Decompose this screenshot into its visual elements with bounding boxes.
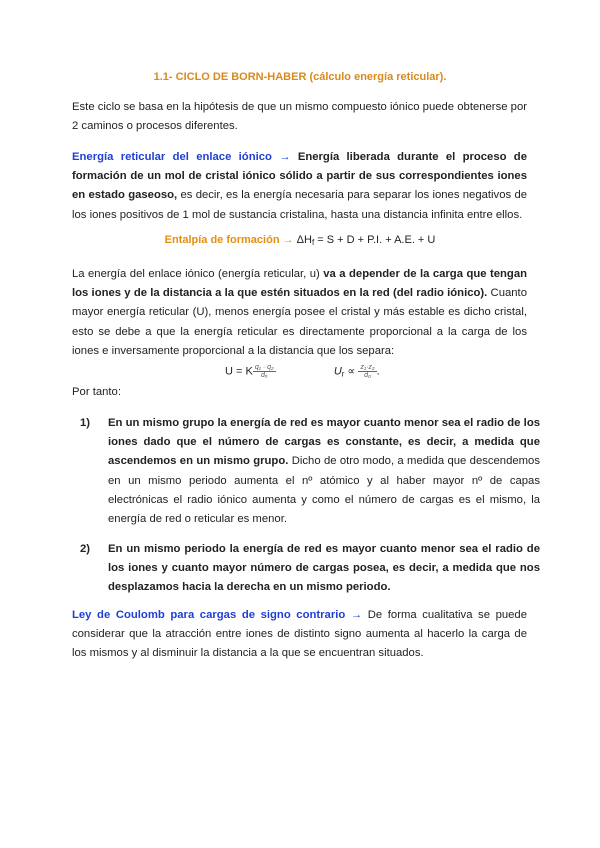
numbered-list xyxy=(80,414,540,529)
list-item xyxy=(80,414,540,529)
lattice-energy-definition: Energía liberada durante el proceso de formación de un mol de cristal iónico sólido a partir de sus correspondientes iones en estado gaseoso, xyxy=(72,151,527,202)
fraction-2-numerator: z₁·z₂ xyxy=(360,364,375,371)
section-title: 1.1- CICLO DE BORN-HABER (cálculo energía reticular). xyxy=(153,71,447,83)
fraction-1-denominator: dₒ xyxy=(260,372,268,379)
dependence-text-a: La energía del enlace iónico (energía reticular, u) xyxy=(72,268,324,280)
dependence-text-b: Cuanto mayor energía reticular (U), menos energía posee el cristal y más estable es dicho cristal, esto se debe a que la energía reticular es directamente proporcional a la carga de los iones e inversamente proporcional a la distancia que los separa: xyxy=(72,287,527,357)
dependence-paragraph xyxy=(72,265,527,361)
enthalpy-subscript: f xyxy=(311,238,315,247)
formula-fraction-1 xyxy=(253,364,276,379)
intro-text: Este ciclo se basa en la hipótesis de que un mismo compuesto iónico puede obtenerse por 2 caminos o procesos diferentes. xyxy=(72,101,527,133)
enthalpy-formula xyxy=(0,234,600,247)
list-item-number: 2) xyxy=(80,543,91,555)
formula-fraction-2 xyxy=(358,364,376,379)
numbered-list-2 xyxy=(80,540,540,598)
enthalpy-label: Entalpía de formación → xyxy=(164,234,294,246)
therefore-text: Por tanto: xyxy=(72,386,121,398)
list-item-bold: En un mismo periodo la energía de red es mayor cuanto menor sea el radio de los iones y cuanto mayor número de cargas posea, es decir, a medida que nos desplazamos hacia la derecha en un mismo periodo. xyxy=(108,543,540,594)
formula-right-sub: r xyxy=(341,369,345,379)
coulomb-text: De forma cualitativa se puede considerar que la atracción entre iones de distinto signo aumenta al hacerlo la carga de los mismos y al disminuir la distancia a la que se encuentran situados. xyxy=(72,609,527,660)
formula-right-lhs: U xyxy=(333,365,342,378)
formula-proportional: ∝ xyxy=(344,365,359,378)
enthalpy-terms: = S + D + P.I. + A.E. + U xyxy=(314,234,436,246)
fraction-2-denominator: d₀ xyxy=(364,372,371,379)
lattice-energy-term: Energía reticular del enlace iónico → xyxy=(72,151,291,163)
intro-paragraph xyxy=(72,98,527,136)
formula-end: . xyxy=(376,365,380,378)
coulomb-paragraph xyxy=(72,606,527,664)
dependence-bold: va a depender de la carga que tengan los iones y de la distancia a la que estén situados en la red (del radio iónico). xyxy=(72,268,528,300)
fraction-1-numerator: q₁ · q₂ xyxy=(254,364,274,371)
therefore-line xyxy=(72,383,527,402)
enthalpy-delta: ΔH xyxy=(296,234,312,246)
lattice-energy-explanation: es decir, es la energía necesaria para separar los iones negativos de los iones positivos de 1 mol de sustancia cristalina, hasta una distancia infinita entre ellos. xyxy=(72,189,528,221)
formula-left: U = K xyxy=(225,365,253,378)
list-item-bold: En un mismo grupo la energía de red es mayor cuanto menor sea el radio de los iones dado que el número de cargas es constante, es decir, a medida que ascendemos en un mismo grupo. xyxy=(108,417,540,468)
lattice-energy-paragraph xyxy=(72,148,527,225)
list-item-text: Dicho de otro modo, a medida que descendemos en un mismo periodo aumenta el nº atómico y al haber mayor nº de capas electrónicas el radio iónico aumenta y como el número de cargas es el mismo, la energía de red o reticular es menor. xyxy=(108,455,540,526)
list-item-number: 1) xyxy=(80,417,91,429)
list-item xyxy=(80,540,540,598)
coulomb-term: Ley de Coulomb para cargas de signo contrario → xyxy=(72,609,363,621)
